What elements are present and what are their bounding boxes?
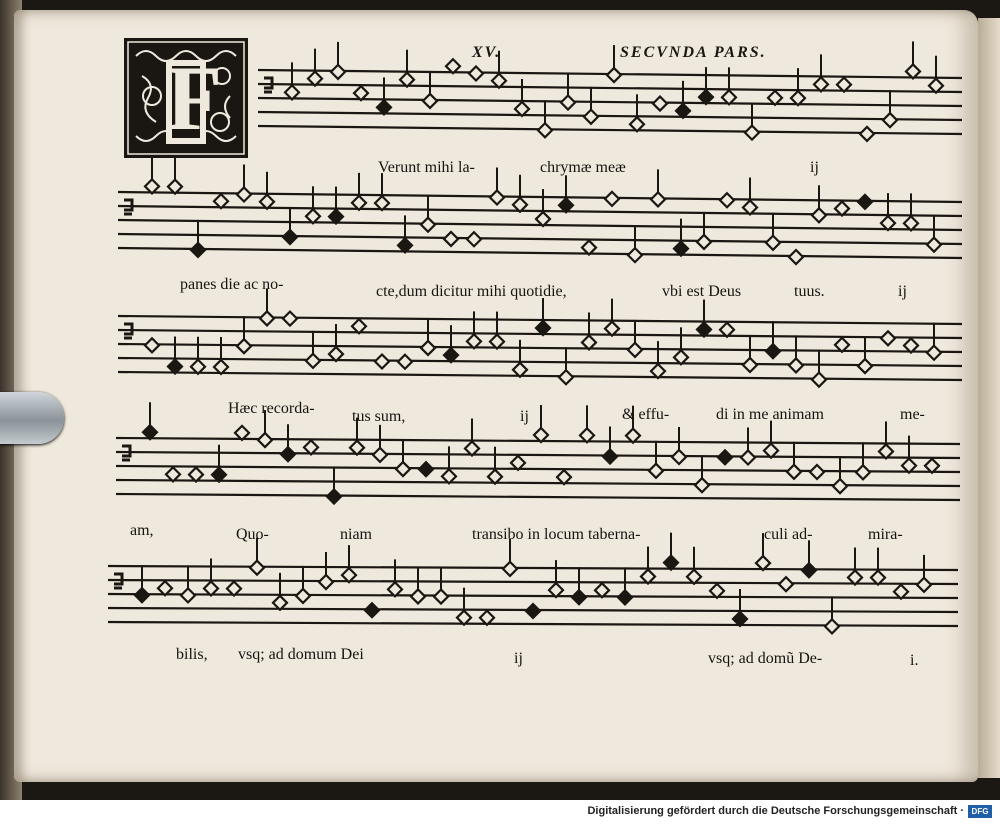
staff-line: [116, 466, 960, 472]
note-head-icon: [327, 490, 341, 504]
note-head-icon: [503, 562, 517, 576]
note-head-icon: [653, 97, 667, 111]
note-head-icon: [695, 478, 709, 492]
staff-line: [118, 358, 962, 366]
lyric-1-c: ij: [810, 159, 819, 176]
lyric-3-b: tus sum,: [352, 408, 406, 425]
note-head-icon: [718, 450, 732, 464]
note-head-icon: [856, 465, 870, 479]
note-head-icon: [538, 123, 552, 137]
note-head-icon: [444, 232, 458, 246]
lyric-1-a: Verunt mihi la-: [378, 159, 475, 176]
note-head-icon: [927, 238, 941, 252]
note-head-icon: [649, 464, 663, 478]
note-head-icon: [319, 575, 333, 589]
staff-line: [116, 452, 960, 458]
note-head-icon: [607, 68, 621, 82]
note-head-icon: [191, 243, 205, 257]
note-head-icon: [421, 218, 435, 232]
lyric-4-e: culi ad-: [764, 526, 813, 543]
lyric-4-b: Quo-: [236, 526, 269, 543]
note-head-icon: [802, 563, 816, 577]
note-head-icon: [260, 311, 274, 325]
note-head-icon: [237, 187, 251, 201]
note-head-icon: [434, 590, 448, 604]
note-head-icon: [720, 193, 734, 207]
dfg-logo: DFG: [968, 805, 992, 818]
section-title: SECVNDA PARS.: [620, 44, 767, 61]
lyric-5-d: vsq; ad domũ De-: [708, 650, 823, 667]
lyric-3-f: me-: [900, 406, 925, 423]
note-head-icon: [375, 355, 389, 369]
note-head-icon: [789, 250, 803, 264]
note-head-icon: [250, 561, 264, 575]
note-head-icon: [469, 66, 483, 80]
lyric-4-d: transibo in locum taberna-: [472, 526, 641, 543]
lyric-2-b: cte,dum dicitur mihi quotidie,: [376, 283, 567, 300]
note-head-icon: [423, 94, 437, 108]
note-head-icon: [927, 346, 941, 360]
lyric-3-a: Hæc recorda-: [228, 400, 315, 417]
note-head-icon: [559, 370, 573, 384]
note-head-icon: [419, 462, 433, 476]
note-head-icon: [467, 232, 481, 246]
staff-line: [108, 566, 958, 570]
lyric-4-a: am,: [130, 522, 154, 539]
note-head-icon: [628, 343, 642, 357]
note-head-icon: [858, 195, 872, 209]
lyric-2-c: vbi est Deus: [662, 283, 742, 300]
note-head-icon: [398, 355, 412, 369]
note-head-icon: [365, 603, 379, 617]
note-head-icon: [881, 331, 895, 345]
staff-line: [118, 234, 962, 244]
note-head-icon: [135, 588, 149, 602]
lyric-4-c: niam: [340, 526, 372, 543]
staff-line: [118, 248, 962, 258]
note-head-icon: [561, 96, 575, 110]
note-head-icon: [331, 65, 345, 79]
note-head-icon: [743, 358, 757, 372]
note-head-icon: [628, 248, 642, 262]
initial-letter: F: [166, 47, 223, 149]
lyric-5-a: bilis,: [176, 646, 208, 663]
note-head-icon: [603, 450, 617, 464]
note-head-icon: [421, 341, 435, 355]
note-head-icon: [296, 589, 310, 603]
lyric-3-c: ij: [520, 408, 529, 425]
note-head-icon: [779, 577, 793, 591]
lyric-4-f: mira-: [868, 526, 903, 543]
note-head-icon: [787, 465, 801, 479]
staff-line: [258, 98, 962, 106]
staff-line: [258, 112, 962, 120]
lyric-1-b: chrymæ meæ: [540, 159, 626, 176]
note-head-icon: [858, 359, 872, 373]
note-head-icon: [526, 604, 540, 618]
lyric-5-e: i.: [910, 652, 919, 669]
lyric-2-d: tuus.: [794, 283, 825, 300]
lyric-5-c: ij: [514, 650, 523, 667]
staff-line: [116, 494, 960, 500]
lyric-5-b: vsq; ad domum Dei: [238, 646, 364, 663]
note-head-icon: [672, 450, 686, 464]
note-head-icon: [281, 447, 295, 461]
note-head-icon: [145, 338, 159, 352]
note-head-icon: [917, 578, 931, 592]
note-head-icon: [860, 127, 874, 141]
note-head-icon: [766, 236, 780, 250]
note-head-icon: [373, 448, 387, 462]
note-head-icon: [283, 230, 297, 244]
lyric-3-d: & effu-: [622, 406, 670, 423]
lyric-2-e: ij: [898, 283, 907, 300]
lyric-3-e: di in me animam: [716, 406, 824, 423]
note-head-icon: [237, 339, 251, 353]
note-head-icon: [306, 354, 320, 368]
note-head-icon: [181, 588, 195, 602]
note-head-icon: [490, 190, 504, 204]
note-head-icon: [812, 373, 826, 387]
staff-line: [118, 372, 962, 380]
note-head-icon: [605, 192, 619, 206]
note-head-icon: [258, 433, 272, 447]
note-head-icon: [411, 589, 425, 603]
note-head-icon: [766, 344, 780, 358]
note-head-icon: [396, 462, 410, 476]
footer-credit: Digitalisierung gefördert durch die Deutsche Forschungsgemeinschaft ·: [587, 805, 964, 817]
note-head-icon: [651, 192, 665, 206]
note-head-icon: [810, 465, 824, 479]
note-head-icon: [741, 450, 755, 464]
note-head-icon: [283, 312, 297, 326]
lyric-2-a: panes die ac no-: [180, 276, 284, 293]
note-head-icon: [883, 113, 897, 127]
note-head-icon: [745, 126, 759, 140]
note-head-icon: [833, 479, 847, 493]
note-head-icon: [812, 208, 826, 222]
note-head-icon: [618, 590, 632, 604]
footer-bar: [0, 800, 1000, 824]
staff-line: [258, 126, 962, 134]
note-head-icon: [825, 619, 839, 633]
note-head-icon: [789, 358, 803, 372]
note-head-icon: [697, 235, 711, 249]
note-head-icon: [584, 110, 598, 124]
note-head-icon: [572, 590, 586, 604]
page-number: XV.: [472, 44, 502, 61]
